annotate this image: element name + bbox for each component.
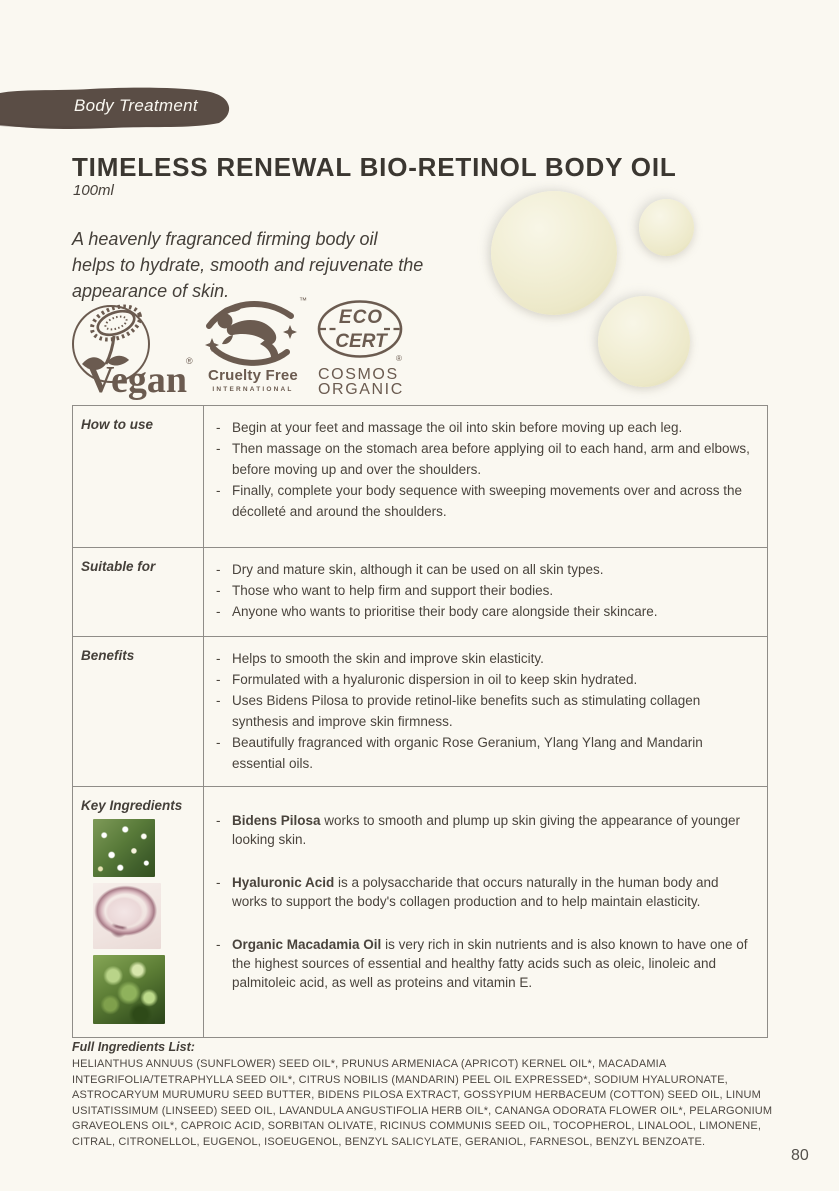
list-item: - Organic Macadamia Oil is very rich in skin nutrients and is also known to have one of the highest sources of essential and healthy fatty acids such as oleic, linoleic and palmitoleic acid, as well as proteins and vitamin E. bbox=[216, 937, 748, 990]
page-number: 80 bbox=[791, 1147, 809, 1164]
ingredient-name: Organic Macadamia Oil bbox=[232, 937, 382, 952]
bullet-dash: - bbox=[216, 604, 221, 619]
list-item: - Formulated with a hyaluronic dispersion in oil to keep skin hydrated. bbox=[216, 669, 751, 690]
list-item: - Hyaluronic Acid is a polysaccharide that occurs naturally in the human body and works to support the body's collagen production and to help maintain elasticity. bbox=[216, 875, 719, 909]
list-item: - Begin at your feet and massage the oil into skin before moving up each leg. bbox=[216, 417, 751, 438]
row-label-with-photos: Key Ingredients bbox=[73, 787, 204, 1037]
ecocert-oval-icon bbox=[316, 299, 404, 363]
oil-drop-small bbox=[639, 199, 694, 256]
bullet-dash: - bbox=[216, 693, 221, 708]
cruelty-free-logo bbox=[201, 294, 305, 393]
oil-drop-large bbox=[491, 191, 617, 315]
table-row-benefits bbox=[73, 636, 767, 786]
ecocert-logo bbox=[316, 299, 408, 397]
cosmos-label: COSMOS bbox=[318, 366, 399, 383]
bidens-pilosa-flowers-photo bbox=[93, 819, 155, 877]
row-label: Benefits bbox=[73, 637, 204, 786]
table-row-key-ingredients bbox=[73, 786, 767, 1037]
list-item: - Those who want to help firm and support their bodies. bbox=[216, 580, 751, 601]
vegan-sunflower-icon bbox=[69, 296, 197, 400]
category-label: Body Treatment bbox=[74, 96, 198, 115]
list-item: - Dry and mature skin, although it can be used on all skin types. bbox=[216, 559, 751, 580]
description-line: appearance of skin. bbox=[72, 281, 230, 301]
category-ribbon bbox=[0, 85, 232, 132]
macadamia-leaves-photo bbox=[93, 955, 165, 1024]
bullet-dash: - bbox=[216, 672, 221, 687]
row-label: How to use bbox=[73, 406, 204, 547]
ingredient-name: Hyaluronic Acid bbox=[232, 875, 335, 890]
description-line: A heavenly fragranced firming body oil bbox=[72, 229, 378, 249]
table-row-how-to-use bbox=[73, 406, 767, 547]
bullet-dash: - bbox=[216, 562, 221, 577]
svg-text:ECO: ECO bbox=[338, 307, 384, 328]
list-item: - Beautifully fragranced with organic Rose Geranium, Ylang Ylang and Mandarin essential oils. bbox=[216, 732, 751, 774]
ingredient-name: Bidens Pilosa bbox=[232, 813, 321, 828]
cruelty-free-sublabel: INTERNATIONAL bbox=[212, 386, 294, 393]
vegan-logo bbox=[69, 296, 197, 400]
trademark-symbol: ™ bbox=[299, 296, 307, 305]
full-ingredients-section bbox=[72, 1040, 774, 1150]
product-volume: 100ml bbox=[73, 182, 114, 199]
bullet-dash: - bbox=[216, 651, 221, 666]
bullet-dash: - bbox=[216, 735, 221, 750]
list-item: - Bidens Pilosa works to smooth and plump up skin giving the appearance of younger looking skin. bbox=[216, 813, 741, 847]
hyaluronic-cream-photo bbox=[93, 883, 161, 949]
table-row-suitable-for bbox=[73, 547, 767, 636]
product-info-table bbox=[72, 405, 768, 1038]
bullet-dash: - bbox=[216, 813, 221, 828]
bullet-dash: - bbox=[216, 875, 221, 890]
oil-drop-medium bbox=[598, 296, 690, 387]
organic-label: ORGANIC bbox=[318, 381, 404, 398]
description-line: helps to hydrate, smooth and rejuvenate the bbox=[72, 255, 424, 275]
leaping-bunny-icon bbox=[201, 294, 301, 366]
bullet-dash: - bbox=[216, 583, 221, 598]
row-content bbox=[204, 548, 767, 636]
list-item: - Finally, complete your body sequence with sweeping movements over and across the décolleté and around the shoulders. bbox=[216, 480, 751, 522]
cruelty-free-label: Cruelty Free bbox=[208, 367, 298, 384]
bullet-dash: - bbox=[216, 483, 221, 498]
full-ingredients-heading: Full Ingredients List: bbox=[72, 1040, 195, 1054]
product-description bbox=[72, 226, 423, 304]
row-content bbox=[204, 637, 767, 786]
full-ingredients-text: HELIANTHUS ANNUUS (SUNFLOWER) SEED OIL*, PRUNUS ARMENIACA (APRICOT) KERNEL OIL*, MACADAMIA INTEGRIFOLIA/TETRAPHYLLA SEED OIL*, CITRUS NOBILIS (MANDARIN) PEEL OIL EXPRESSED*, SODIUM HYALURONATE, ASTROCARYUM MURUMURU SEED BUTTER, BIDENS PILOSA EXTRACT, GOSSYPIUM HERBACEUM (COTTON) SEED OIL, LINUM USITATISSIMUM (LINSEED) SEED OIL, LAVANDULA ANGUSTIFOLIA HERB OIL*, CANANGA ODORATA FLOWER OIL*, PELARGONIUM GRAVEOLENS OIL*, CAPROIC ACID, SORBITAN OLIVATE, RICINUS COMMUNIS SEED OIL, TOCOPHEROL, LINALOOL, LIMONENE, CITRAL, CITRONELLOL, EUGENOL, ISOEUGENOL, BENZYL SALICYLATE, GERANIOL, FARNESOL, BENZYL BENZOATE. bbox=[72, 1058, 773, 1148]
list-item: - Anyone who wants to prioritise their body care alongside their skincare. bbox=[216, 601, 751, 622]
bullet-dash: - bbox=[216, 420, 221, 435]
svg-text:®: ® bbox=[186, 356, 193, 366]
svg-text:®: ® bbox=[396, 354, 402, 363]
row-content bbox=[204, 406, 767, 547]
list-item: - Then massage on the stomach area before applying oil to each hand, arm and elbows, before moving up and over the shoulders. bbox=[216, 438, 751, 480]
list-item: - Helps to smooth the skin and improve skin elasticity. bbox=[216, 648, 751, 669]
bullet-dash: - bbox=[216, 937, 221, 952]
page-title: TIMELESS RENEWAL BIO-RETINOL BODY OIL bbox=[72, 152, 677, 182]
row-label: Suitable for bbox=[73, 548, 204, 636]
svg-text:CERT: CERT bbox=[335, 331, 387, 352]
svg-text:Vegan: Vegan bbox=[87, 359, 187, 400]
bullet-dash: - bbox=[216, 441, 221, 456]
list-item: - Uses Bidens Pilosa to provide retinol-like benefits such as stimulating collagen synthesis and improve skin firmness. bbox=[216, 690, 751, 732]
row-content bbox=[204, 787, 767, 1037]
